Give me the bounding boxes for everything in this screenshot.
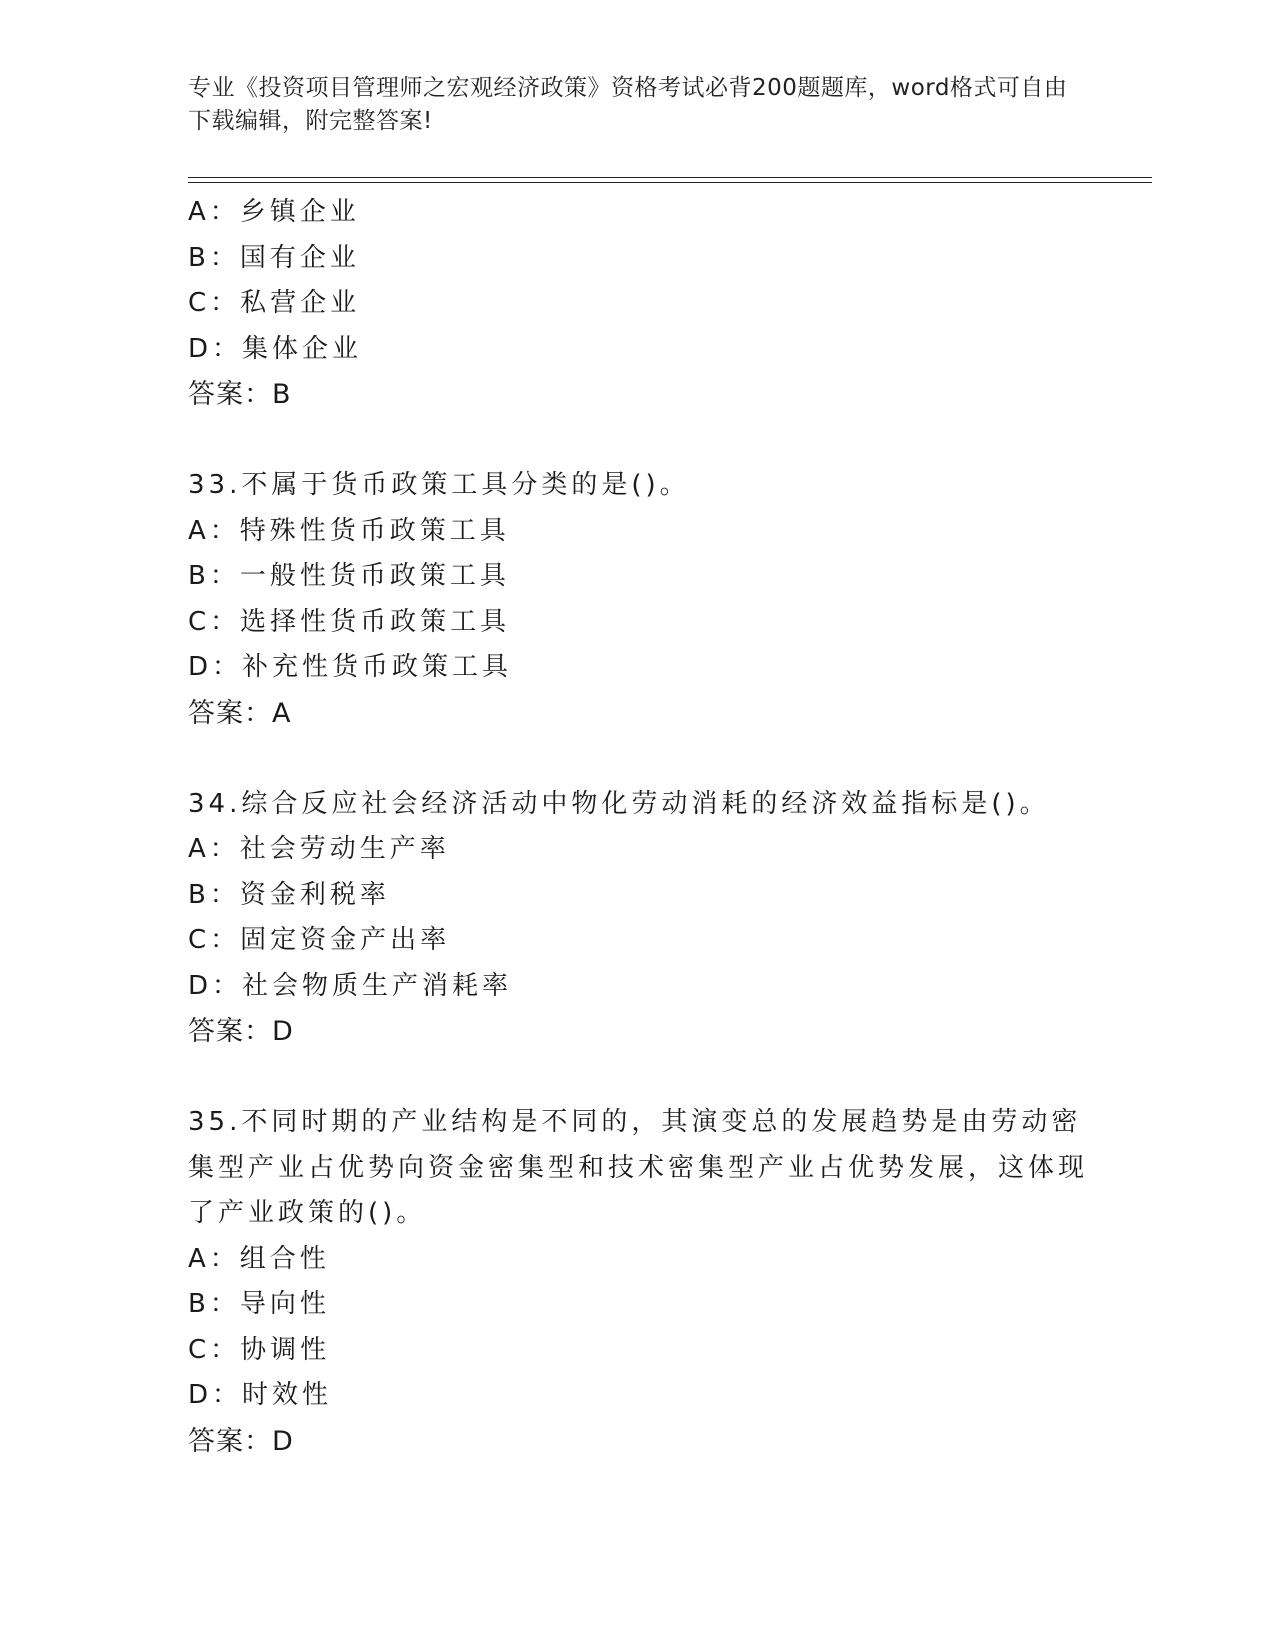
option-a [188,827,1088,873]
option-d [188,1373,1088,1419]
answer-line: 答案：D [188,1425,294,1457]
option-a [188,1237,1088,1283]
question-block-35 [188,1100,1088,1464]
spacer [188,736,1088,782]
header-rule-bottom [188,182,1152,183]
option-text: 时效性 [242,1380,333,1410]
option-key: B： [188,561,240,591]
option-key: B： [188,879,240,910]
option-text: 补充性货币政策工具 [242,652,513,682]
option-a [188,509,1088,555]
option-text: 选择性货币政策工具 [240,606,511,637]
option-key: A： [188,834,240,864]
option-b [188,236,1088,282]
option-key: A： [188,1243,240,1274]
option-d [188,964,1088,1010]
answer-line: 答案：B [188,379,292,410]
option-b [188,554,1088,600]
question-list [188,190,1088,1464]
option-text: 资金利税率 [239,879,390,910]
option-text: 一般性货币政策工具 [239,561,510,591]
option-text: 私营企业 [240,288,361,318]
option-d [188,645,1088,691]
question-text: 34.综合反应社会经济活动中物化劳动消耗的经济效益指标是()。 [188,788,1050,819]
option-key: B： [188,1289,240,1319]
option-text: 协调性 [240,1334,331,1365]
option-text: 特殊性货币政策工具 [239,515,510,546]
option-key: C： [188,1334,241,1365]
option-text: 集体企业 [242,333,363,364]
question-text: 33.不属于货币政策工具分类的是()。 [188,470,690,500]
option-key: C： [188,606,241,637]
option-c [188,281,1088,327]
option-a [188,190,1088,236]
spacer [188,1055,1088,1101]
option-key: C： [188,288,241,318]
answer-line: 答案：D [188,1016,294,1047]
option-key: D： [188,1380,243,1410]
option-text: 社会劳动生产率 [239,834,450,864]
question-block-32 [188,190,1088,418]
option-text: 社会物质生产消耗率 [242,970,513,1001]
option-key: D： [188,970,243,1001]
option-text: 固定资金产出率 [240,925,451,955]
option-key: D： [188,333,243,364]
option-key: C： [188,925,241,955]
option-text: 导向性 [239,1289,330,1319]
option-text: 乡镇企业 [239,197,360,227]
option-key: A： [188,515,240,546]
option-key: D： [188,652,243,682]
option-b [188,873,1088,919]
option-key: B： [188,242,240,273]
question-text: 35.不同时期的产业结构是不同的，其演变总的发展趋势是由劳动密集型产业占优势向资金密集型和技术密集型产业占优势发展，这体现了产业政策的()。 [188,1107,1089,1228]
option-c [188,600,1088,646]
answer-line: 答案：A [188,697,292,729]
header-rule-top [188,177,1152,178]
document-header: 专业《投资项目管理师之宏观经济政策》资格考试必背200题题库，word格式可自由下载编辑，附完整答案! [188,75,1068,134]
option-b [188,1282,1088,1328]
option-text: 国有企业 [239,242,360,273]
question-block-34 [188,782,1088,1055]
option-c [188,1328,1088,1374]
option-text: 组合性 [239,1243,330,1274]
option-c [188,918,1088,964]
option-d [188,327,1088,373]
option-key: A： [188,197,240,227]
question-block-33 [188,463,1088,736]
spacer [188,418,1088,464]
